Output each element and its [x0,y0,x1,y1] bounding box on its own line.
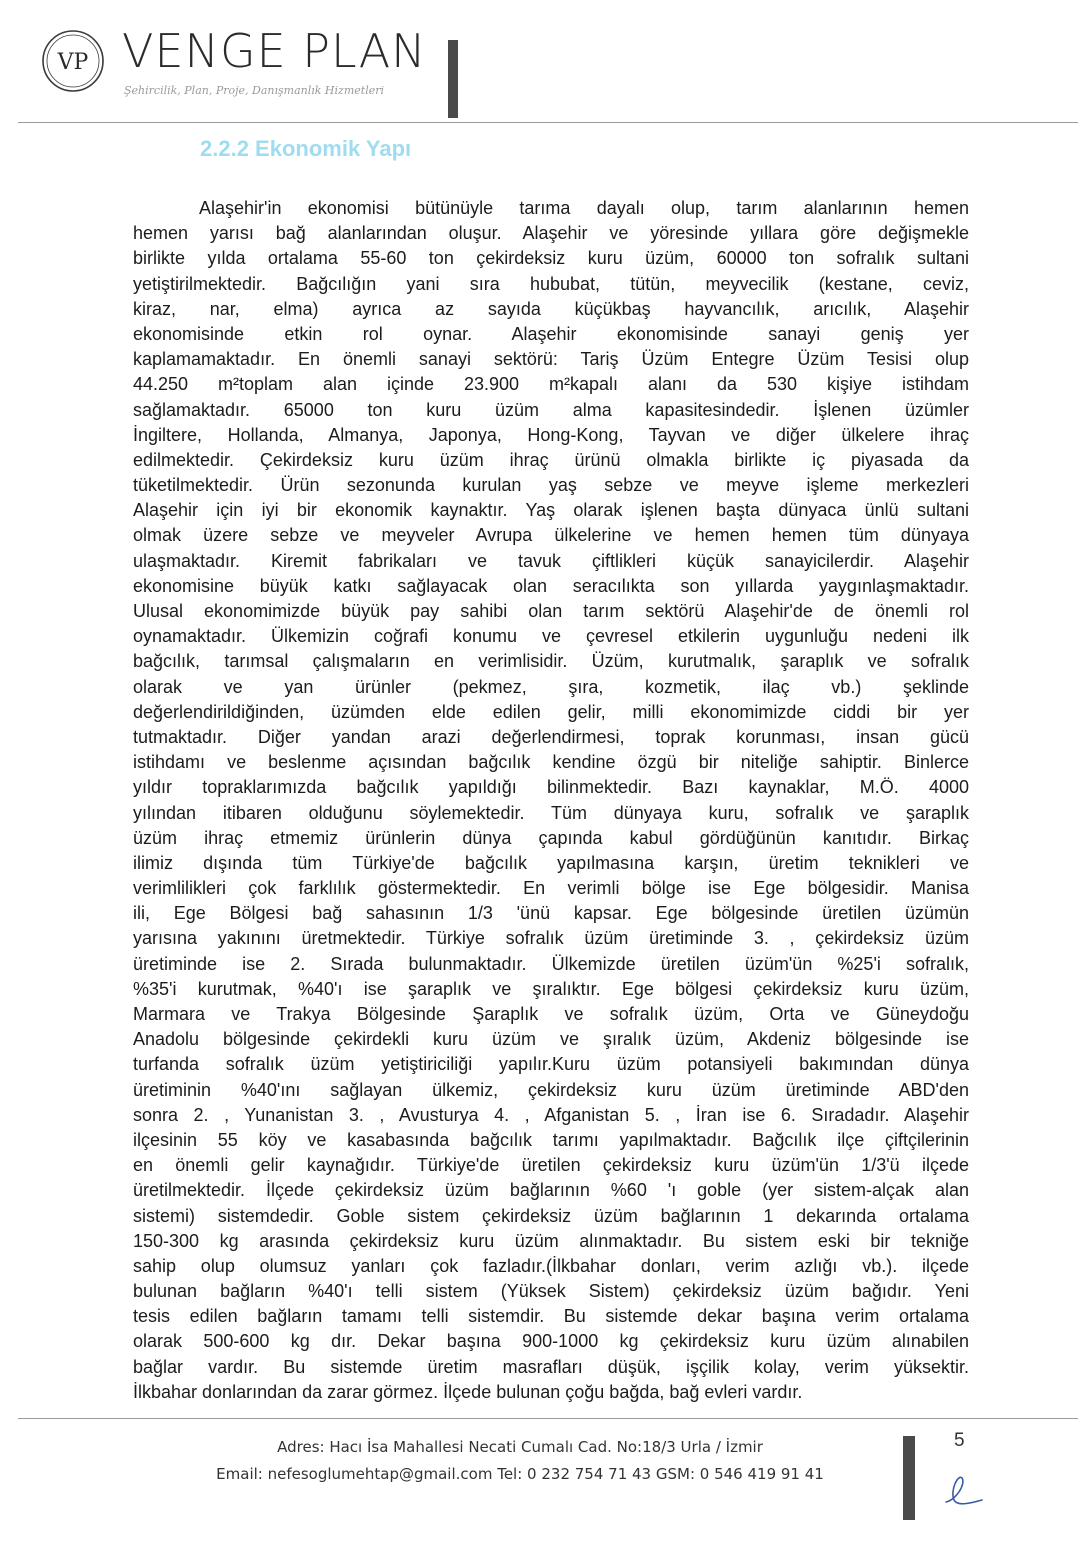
page-number: 5 [954,1430,965,1451]
body-line: ilimiz dışında tüm Türkiye'de bağcılık yapılmasına karşın, üretim teknikleri ve [133,852,969,873]
body-line: kaplamamaktadır. En önemli sanayi sektörü: Tariş Üzüm Entegre Üzüm Tesisi olup [133,349,969,370]
body-line: olarak 500-600 kg dır. Dekar başına 900-1000 kg çekirdeksiz kuru üzüm alınabilen [133,1331,969,1352]
body-line: üzüm ihraç etmemiz ürünlerin dünya çapında kabul gördüğünün kanıtıdır. Birkaç [133,827,969,848]
body-line: ekonomisinde etkin rol oynar. Alaşehir ekonomisinde sanayi geniş yer [133,323,969,344]
body-line: hemen yarısı bağ alanlarından oluşur. Alaşehir ve yöresinde yıllara göre değişmekle [133,223,969,244]
header-accent-bar [448,40,458,118]
body-line: tüketilmektedir. Ürün sezonunda kurulan yaş sebze ve meyve işleme merkezleri [133,475,969,496]
section-title: 2.2.2 Ekonomik Yapı [200,136,412,161]
body-line: yarısına yakınını üretmektedir. Türkiye sofralık üzüm üretiminde 3. , çekirdeksiz üzüm [133,928,969,949]
brand-name: VENGE PLAN [122,24,427,78]
body-line: yetiştirilmektedir. Bağcılığın yani sıra hububat, tütün, meyvecilik (kestane, ceviz, [133,273,969,294]
body-line: tesis edilen bağların tamamı telli sistemdir. Bu sistemde dekar başına verim ortalama [133,1306,969,1327]
body-line: tutmaktadır. Diğer yandan arazi değerlendirmesi, toprak korunması, insan gücü [133,726,969,747]
body-line: bulunan bağların %40'ı telli sistem (Yüksek Sistem) çekirdeksiz üzüm bağıdır. Yeni [133,1281,969,1302]
body-line: birlikte yılda ortalama 55-60 ton çekirdeksiz kuru üzüm, 60000 ton sofralık sultani [133,248,969,269]
body-line: edilmektedir. Çekirdeksiz kuru üzüm ihraç ürünü olmakla birlikte iç piyasada da [133,449,969,470]
body-line: sağlamaktadır. 65000 ton kuru üzüm alma kapasitesindedir. İşlenen üzümler [133,399,969,420]
body-line: sonra 2. , Yunanistan 3. , Avusturya 4. , Afganistan 5. , İran ise 6. Sıradadır. Alaşehir [133,1104,969,1125]
body-line: üretiminde ise 2. Sırada bulunmaktadır. Ülkemizde üretilen üzüm'ün %25'i sofralık, [133,953,969,974]
footer-accent-bar [903,1436,915,1520]
letterhead [30,18,450,108]
company-logo-icon [38,26,108,96]
body-line: ili, Ege Bölgesi bağ sahasının 1/3 'ünü kapsar. Ege bölgesinde üretilen üzümün [133,903,969,924]
body-line: kiraz, nar, elma) ayrıca az sayıda küçükbaş hayvancılık, arıcılık, Alaşehir [133,298,969,319]
body-line: 150-300 kg arasında çekirdeksiz kuru üzüm alınmaktadır. Bu sistem eski bir tekniğe [133,1230,969,1251]
logo-monogram: VP [57,50,89,75]
brand-tagline: Şehircilik, Plan, Proje, Danışmanlık Hizmetleri [124,84,384,97]
body-line: 44.250 m²toplam alan içinde 23.900 m²kapalı alanı da 530 kişiye istihdam [133,374,969,395]
body-line: oynamaktadır. Ülkemizin coğrafi konumu ve çevresel etkilerin uygunluğu nedeni ilk [133,626,969,647]
body-line: en önemli gelir kaynağıdır. Türkiye'de üretilen çekirdeksiz kuru üzüm'ün 1/3'ü ilçede [133,1155,969,1176]
body-line: Alaşehir'in ekonomisi bütünüyle tarıma dayalı olup, tarım alanlarının hemen [199,198,969,218]
footer-address: Adres: Hacı İsa Mahallesi Necati Cumalı Cad. No:18/3 Urla / İzmir [277,1438,763,1456]
body-line: Alaşehir için iyi bir ekonomik kaynaktır. Yaş olarak işlenen başta dünyaca ünlü sultani [133,500,969,521]
footer-divider [18,1418,1078,1419]
footer [150,1434,890,1488]
body-paragraph [133,196,969,1405]
body-line: bağcılık, tarımsal çalışmaların en verimlisidir. Üzüm, kurutmalık, şaraplık ve sofralık [133,651,969,672]
body-line: bağlar vardır. Bu sistemde üretim masrafları düşük, işçilik kolay, verim yüksektir. [133,1356,969,1377]
body-line: sistemi) sistemdedir. Goble sistem çekirdeksiz üzüm bağlarının 1 dekarında ortalama [133,1205,969,1226]
body-line: Marmara ve Trakya Bölgesinde Şaraplık ve sofralık üzüm, Orta ve Güneydoğu [133,1004,969,1024]
body-line: %35'i kurutmak, %40'ı ise şaraplık ve şıralıktır. Ege bölgesi çekirdeksiz kuru üzüm, [133,978,969,999]
body-line: ekonomisine büyük katkı sağlayacak olan seracılıkta son yıllarda yaygınlaşmaktadır. [133,575,969,596]
body-line: değerlendirildiğinden, üzümden elde edilen gelir, milli ekonomimizde ciddi bir yer [133,701,969,722]
footer-contact: Email: nefesoglumehtap@gmail.com Tel: 0 232 754 71 43 GSM: 0 546 419 91 41 [216,1465,824,1483]
signature-mark-icon [938,1470,988,1510]
body-line: yıldır topraklarımızda bağcılık yapıldığı bilinmektedir. Bazı kaynaklar, M.Ö. 4000 [133,777,969,798]
body-line: olmak üzere sebze ve meyveler Avrupa ülkelerine ve hemen hemen tüm dünyaya [133,525,969,546]
body-line: verimlilikleri çok farklılık göstermektedir. En verimli bölge ise Ege bölgesidir. Manisa [133,878,969,899]
body-line: yılından itibaren olduğunu söylemektedir. Tüm dünyaya kuru, sofralık ve şaraplık [133,802,969,823]
body-line: Anadolu bölgesinde çekirdekli kuru üzüm ve şıralık üzüm, Akdeniz bölgesinde ise [133,1029,969,1050]
body-line: istihdamı ve beslenme açısından bağcılık kendine özgü bir niteliğe sahiptir. Binlerce [133,752,969,773]
body-line: ilçesinin 55 köy ve kasabasında bağcılık tarımı yapılmaktadır. Bağcılık ilçe çiftçilerinin [133,1129,969,1150]
body-line: sahip olup olumsuz yanları çok fazladır.(İlkbahar donları, verim azlığı vb.). ilçede [133,1255,969,1276]
body-line: Ulusal ekonomimizde büyük pay sahibi olan tarım sektörü Alaşehir'de de önemli rol [133,601,969,621]
body-line: İlkbahar donlarından da zarar görmez. İlçede bulunan çoğu bağda, bağ evleri vardır. [133,1381,803,1402]
body-line: olarak ve yan ürünler (pekmez, şıra, kozmetik, ilaç vb.) şeklinde [133,676,969,697]
body-line: turfanda sofralık üzüm yetiştiriciliği yapılır.Kuru üzüm potansiyeli bakımından dünya [133,1054,969,1075]
header-divider [18,122,1078,123]
body-line: üretiminin %40'ını sağlayan ülkemiz, çekirdeksiz kuru üzüm üretiminde ABD'den [133,1079,969,1100]
body-line: üretilmektedir. İlçede çekirdeksiz üzüm bağlarının %60 'ı goble (yer sistem-alçak alan [133,1180,969,1201]
body-line: ulaşmaktadır. Kiremit fabrikaları ve tavuk çiftlikleri küçük sanayicilerdir. Alaşehir [133,550,969,571]
body-line: İngiltere, Hollanda, Almanya, Japonya, Hong-Kong, Tayvan ve diğer ülkelere ihraç [133,424,969,445]
